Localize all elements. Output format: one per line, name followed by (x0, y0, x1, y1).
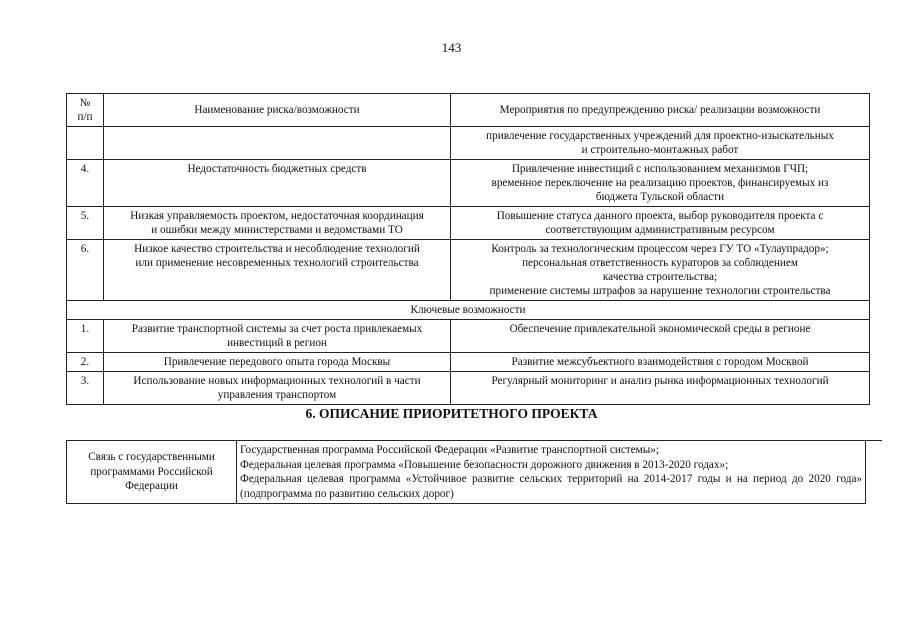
row-actions-line: и строительно-монтажных работ (581, 144, 739, 156)
opportunity-row (67, 372, 870, 405)
row-name-line: инвестиций в регион (227, 337, 327, 349)
label-line: Связь с государственными (88, 451, 215, 464)
row-actions-line: Контроль за технологическим процессом через ГУ ТО «Тулаупрадор»; (491, 243, 829, 255)
opportunities-section-row (67, 301, 870, 320)
row-name (104, 127, 451, 160)
row-name (104, 353, 451, 372)
row-name-line: и ошибки между министерствами и ведомствами ТО (151, 224, 403, 236)
row-actions-line: Повышение статуса данного проекта, выбор руководителя проекта с (496, 210, 824, 222)
risk-row (67, 127, 870, 160)
header-action: Мероприятия по предупреждению риска/ реализации возможности (451, 94, 870, 127)
row-actions (451, 207, 870, 240)
row-name-line: Низкое качество строительства и несоблюдение технологий (134, 243, 420, 255)
row-actions (451, 160, 870, 207)
table-border-extension (866, 440, 882, 441)
row-number (67, 127, 104, 160)
program-item: Федеральная целевая программа «Устойчивое развитие сельских территорий на 2014-2017 годы и на период до 2020 года» (подпрограмма по развитию сельских дорог) (240, 473, 862, 500)
risk-row (67, 207, 870, 240)
row-name-line: или применение несовременных технологий строительства (135, 257, 419, 269)
row-actions-line: привлечение государственных учреждений для проектно-изыскательных (486, 130, 834, 142)
row-number: 4. (67, 160, 104, 207)
row-actions-line: Привлечение инвестиций с использованием механизмов ГЧП; (511, 163, 809, 175)
row-actions-line: качества строительства; (602, 271, 718, 283)
program-item: Государственная программа Российской Федерации «Развитие транспортной системы»; (240, 444, 659, 456)
label-line: программами Российской (90, 465, 213, 478)
row-actions (451, 353, 870, 372)
row-actions-line: бюджета Тульской области (595, 191, 725, 203)
row-actions-line: Развитие межсубъектного взаимодействия с городом Москвой (511, 356, 809, 368)
row-name (104, 240, 451, 301)
programs-link-table (66, 440, 866, 504)
page-number: 143 (441, 40, 462, 55)
row-actions-line: Регулярный мониторинг и анализ рынка информационных технологий (491, 375, 829, 387)
programs-link-label (67, 441, 237, 504)
row-name-line: Низкая управляемость проектом, недостаточная координация (130, 210, 424, 222)
row-actions-line: персональная ответственность кураторов за соблюдением (522, 257, 798, 269)
row-name (104, 372, 451, 405)
row-actions (451, 320, 870, 353)
row-actions-line: Обеспечение привлекательной экономической среды в регионе (509, 323, 811, 335)
header-num-line: п/п (77, 111, 93, 123)
row-name (104, 160, 451, 207)
row-number: 6. (67, 240, 104, 301)
label-line: Федерации (125, 480, 178, 493)
row-name-line: Использование новых информационных технологий в части (133, 375, 421, 387)
row-name-line: Недостаточность бюджетных средств (187, 163, 367, 175)
row-name-line: Привлечение передового опыта города Москвы (163, 356, 391, 368)
row-name (104, 207, 451, 240)
row-actions-line: временное переключение на реализацию проектов, финансируемых из (491, 177, 829, 189)
row-name-line: Развитие транспортной системы за счет роста привлекаемых (131, 323, 423, 335)
program-item: Федеральная целевая программа «Повышение безопасности дорожного движения в 2013-2020 годах»; (240, 458, 729, 471)
header-num (67, 94, 104, 127)
programs-link-values (237, 441, 866, 504)
row-number: 1. (67, 320, 104, 353)
header-name: Наименование риска/возможности (104, 94, 451, 127)
risk-row (67, 240, 870, 301)
row-actions (451, 240, 870, 301)
row-name-line: управления транспортом (217, 389, 337, 401)
section-heading: 6. ОПИСАНИЕ ПРИОРИТЕТНОГО ПРОЕКТА (305, 406, 598, 421)
risk-table-header (67, 94, 870, 127)
row-number: 2. (67, 353, 104, 372)
programs-link-row (67, 441, 866, 504)
row-actions-line: применение системы штрафов за нарушение технологии строительства (489, 285, 831, 297)
risk-table (66, 93, 870, 405)
row-name (104, 320, 451, 353)
risk-row (67, 160, 870, 207)
row-number: 3. (67, 372, 104, 405)
row-actions-line: соответствующим административным ресурсом (545, 224, 775, 236)
opportunity-row (67, 353, 870, 372)
opportunity-row (67, 320, 870, 353)
row-actions (451, 372, 870, 405)
row-actions (451, 127, 870, 160)
opportunities-section-title: Ключевые возможности (67, 301, 870, 320)
row-number: 5. (67, 207, 104, 240)
header-num-line: № (79, 97, 91, 109)
